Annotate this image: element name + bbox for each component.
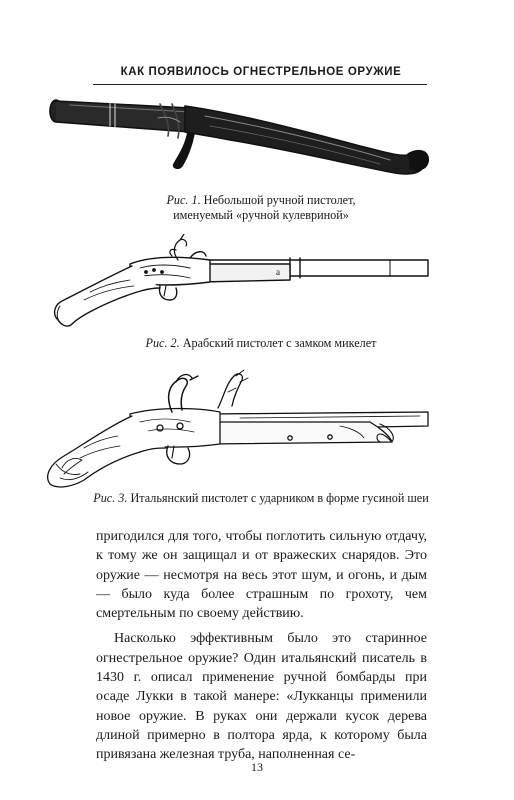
figure-2-mark: a [276,267,280,277]
figure-1-caption [100,193,422,223]
figure-2-arab-pistol [50,234,432,334]
figure-2-caption [100,336,422,351]
figure-1-label: Рис. 1. [166,193,201,207]
figure-1-hand-culverin [40,96,435,188]
figure-1-caption-line2: именуемый «ручной кулевриной» [173,208,349,222]
page-number: 13 [251,760,263,774]
arab-pistol-illustration [50,234,432,334]
running-header: КАК ПОЯВИЛОСЬ ОГНЕСТРЕЛЬНОЕ ОРУЖИЕ [120,66,402,78]
paragraph-1: пригодился для того, чтобы поглотить сильную отдачу, к тому же он защищал и от вражеских снарядов. Это оружие — несмотря на весь этот шум, и огонь, и дым — было куда более страшным по грохоту, чем смертельным по своему действию. [96,529,427,622]
figure-1-caption-line1: Небольшой ручной пистолет, [203,193,356,207]
figure-3-caption-text: Итальянский пистолет с ударником в форме гусиной шеи [130,491,429,505]
figure-3-label: Рис. 3. [93,491,128,505]
body-text [96,527,427,765]
figure-2-caption-text: Арабский пистолет с замком микелет [182,336,377,350]
hand-culverin-illustration [40,96,435,188]
italian-pistol-illustration [40,368,432,490]
paragraph-2: Насколько эффективным было это старинное огнестрельное оружие? Один итальянский писатель в 1430 г. описал применение ручной бомбарды при осаде Лукки в такой манере: «Лукканцы применили новое оружие. В руках они держали кусок дерева длиной примерно в полтора ярда, к которому была привязана железная труба, наполненная се- [96,631,427,763]
header-rule [93,84,427,85]
figure-3-italian-pistol [40,368,432,490]
figure-3-caption [66,491,456,506]
figure-2-label: Рис. 2. [145,336,180,350]
